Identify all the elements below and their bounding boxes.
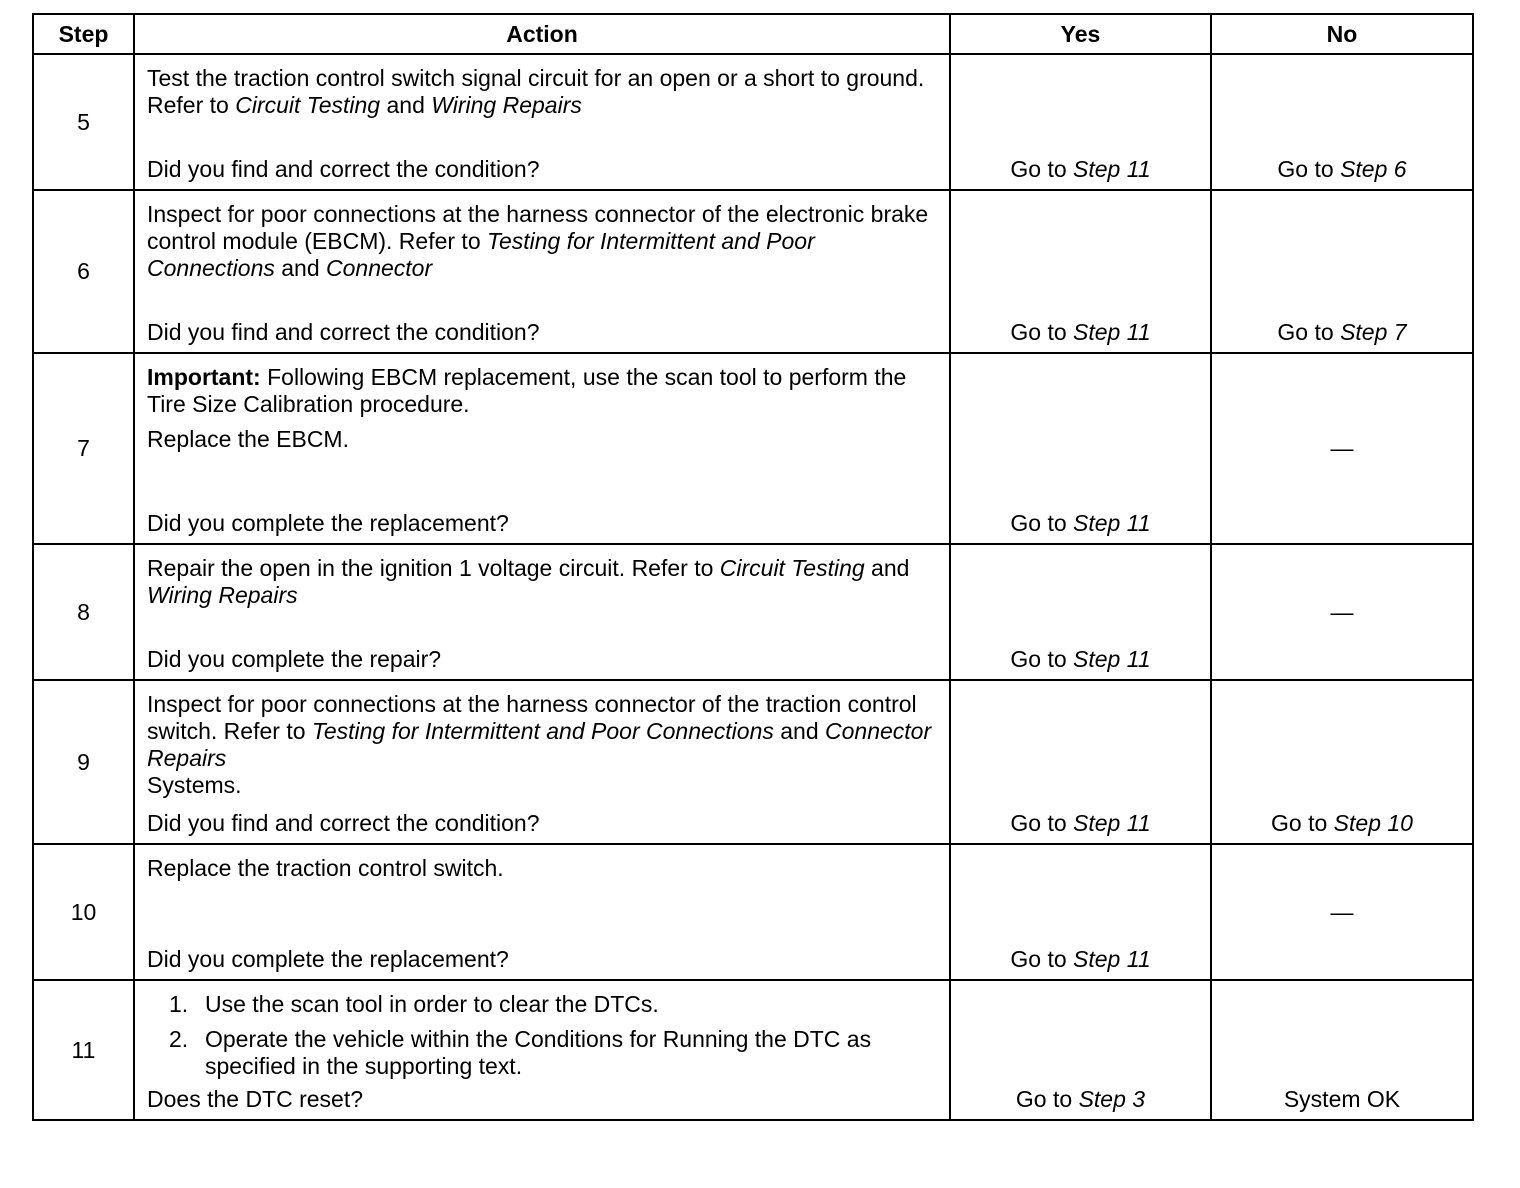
yes-cell: Go to Step 11 <box>950 190 1211 353</box>
yes-cell: Go to Step 11 <box>950 680 1211 844</box>
table-row <box>33 844 1473 980</box>
step-reference: Step 11 <box>1073 946 1151 972</box>
step-number: 11 <box>33 980 134 1120</box>
no-cell: Go to Step 10 <box>1211 680 1473 844</box>
yes-cell: Go to Step 11 <box>950 54 1211 190</box>
yes-cell: Go to Step 3 <box>950 980 1211 1120</box>
procedure-list <box>147 991 939 1080</box>
important-note: Important: Following EBCM replacement, use the scan tool to perform the Tire Size Calibration procedure. <box>147 364 907 417</box>
table-row <box>33 190 1473 353</box>
question-text: Did you find and correct the condition? <box>147 810 540 836</box>
no-cell: — <box>1211 544 1473 680</box>
action-cell <box>134 680 950 844</box>
reference-link: Testing for Intermittent and Poor Connections <box>311 718 774 744</box>
step-reference: Step 11 <box>1073 646 1151 672</box>
step-reference: Step 11 <box>1073 810 1151 836</box>
list-item: 2. Operate the vehicle within the Conditions for Running the DTC as specified in the supporting text. <box>169 1026 872 1079</box>
action-cell <box>134 844 950 980</box>
action-text: Test the traction control switch signal circuit for an open or a short to ground. Refer to Circuit Testing and Wiring Repairs <box>147 65 925 118</box>
step-number: 5 <box>33 54 134 190</box>
reference-link: Connector Repairs <box>147 718 932 771</box>
yes-cell: Go to Step 11 <box>950 353 1211 544</box>
question-text: Did you complete the replacement? <box>147 510 509 536</box>
header-yes: Yes <box>950 14 1211 54</box>
diagnostic-table <box>32 13 1474 1121</box>
table-row <box>33 544 1473 680</box>
no-cell: Go to Step 7 <box>1211 190 1473 353</box>
header-row <box>33 14 1473 54</box>
no-cell: — <box>1211 844 1473 980</box>
action-cell <box>134 544 950 680</box>
step-reference: Step 10 <box>1333 810 1413 836</box>
header-action: Action <box>134 14 950 54</box>
reference-link: Circuit Testing <box>235 92 381 118</box>
reference-link: Circuit Testing <box>719 555 865 581</box>
step-reference: Step 11 <box>1073 156 1151 182</box>
action-text: Replace the EBCM. <box>147 426 349 452</box>
step-reference: Step 6 <box>1340 156 1407 182</box>
question-text: Did you find and correct the condition? <box>147 156 540 182</box>
question-text: Does the DTC reset? <box>147 1086 364 1112</box>
reference-link: Testing for Intermittent and Poor Connections <box>147 228 815 281</box>
action-cell <box>134 190 950 353</box>
step-reference: Step 3 <box>1078 1086 1146 1112</box>
action-cell <box>134 980 950 1120</box>
step-number: 7 <box>33 353 134 544</box>
important-label: Important: <box>147 364 261 390</box>
header-no: No <box>1211 14 1473 54</box>
table-row <box>33 680 1473 844</box>
action-text: Repair the open in the ignition 1 voltage circuit. Refer to Circuit Testing and Wiring Repairs <box>147 555 910 608</box>
no-cell: Go to Step 6 <box>1211 54 1473 190</box>
reference-link: Wiring Repairs <box>431 92 582 118</box>
reference-link: Wiring Repairs <box>147 582 298 608</box>
question-text: Did you complete the repair? <box>147 646 442 672</box>
step-number: 6 <box>33 190 134 353</box>
action-cell <box>134 353 950 544</box>
step-number: 9 <box>33 680 134 844</box>
step-reference: Step 11 <box>1073 510 1151 536</box>
yes-cell: Go to Step 11 <box>950 844 1211 980</box>
action-cell <box>134 54 950 190</box>
no-cell: System OK <box>1211 980 1473 1120</box>
table-row <box>33 980 1473 1120</box>
action-text: Inspect for poor connections at the harness connector of the traction control switch. Refer to Testing for Intermittent and Poor Connections and Connector Repairs <box>147 691 932 771</box>
reference-link: Connector <box>326 255 433 281</box>
step-number: 10 <box>33 844 134 980</box>
no-cell: — <box>1211 353 1473 544</box>
table-row <box>33 353 1473 544</box>
question-text: Did you find and correct the condition? <box>147 319 540 345</box>
action-text-continued: Systems. <box>147 772 242 798</box>
question-text: Did you complete the replacement? <box>147 946 509 972</box>
step-reference: Step 11 <box>1073 319 1151 345</box>
header-step: Step <box>33 14 134 54</box>
table-row <box>33 54 1473 190</box>
action-text: Inspect for poor connections at the harness connector of the electronic brake control module (EBCM). Refer to Testing for Intermittent and Poor Connections and Connector <box>147 201 929 281</box>
yes-cell: Go to Step 11 <box>950 544 1211 680</box>
action-text: Replace the traction control switch. <box>147 855 504 881</box>
step-number: 8 <box>33 544 134 680</box>
list-item: 1. Use the scan tool in order to clear the DTCs. <box>169 991 659 1017</box>
step-reference: Step 7 <box>1340 319 1407 345</box>
